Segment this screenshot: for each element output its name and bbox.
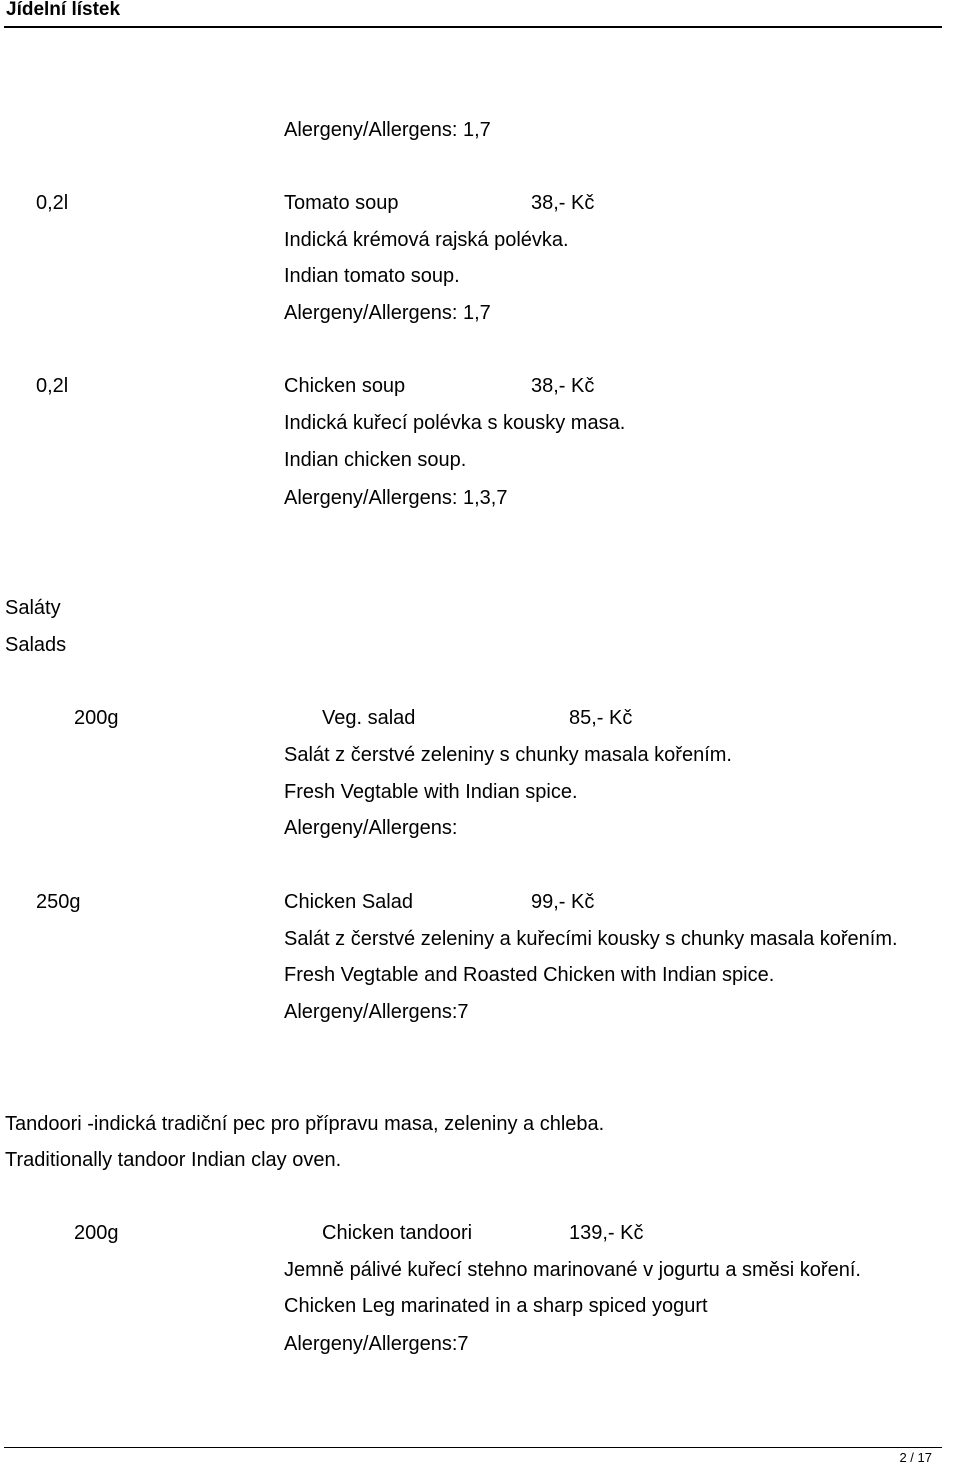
- item-description-en: Indian tomato soup.: [284, 265, 460, 287]
- item-name: Chicken Salad: [284, 891, 413, 913]
- item-description-en: Fresh Vegtable and Roasted Chicken with Indian spice.: [284, 964, 775, 986]
- item-price: 139,- Kč: [569, 1222, 644, 1244]
- item-quantity: 0,2l: [36, 192, 69, 214]
- item-price: 38,- Kč: [531, 192, 595, 214]
- item-description-cz: Salát z čerstvé zeleniny a kuřecími kousky s chunky masala kořením.: [284, 928, 898, 950]
- footer-divider: [4, 1447, 942, 1448]
- item-quantity: 200g: [74, 707, 119, 729]
- item-price: 85,- Kč: [569, 707, 633, 729]
- item-price: 99,- Kč: [531, 891, 595, 913]
- item-allergens: Alergeny/Allergens:7: [284, 1333, 469, 1355]
- item-description-en: Chicken Leg marinated in a sharp spiced yogurt: [284, 1295, 708, 1317]
- item-quantity: 250g: [36, 891, 81, 913]
- section-heading-cz: Tandoori -indická tradiční pec pro přípravu masa, zeleniny a chleba.: [5, 1113, 605, 1135]
- section-heading-cz: Saláty: [5, 597, 61, 619]
- item-description-en: Indian chicken soup.: [284, 449, 467, 471]
- item-name: Chicken soup: [284, 375, 406, 397]
- item-allergens: Alergeny/Allergens: 1,7: [284, 302, 491, 324]
- page-title: Jídelní lístek: [6, 0, 121, 20]
- section-heading-en: Salads: [5, 634, 67, 656]
- item-allergens: Alergeny/Allergens: 1,3,7: [284, 487, 508, 509]
- item-description-cz: Salát z čerstvé zeleniny s chunky masala kořením.: [284, 744, 732, 766]
- item-description-en: Fresh Vegtable with Indian spice.: [284, 781, 578, 803]
- item-description-cz: Indická kuřecí polévka s kousky masa.: [284, 412, 626, 434]
- item-price: 38,- Kč: [531, 375, 595, 397]
- item-name: Veg. salad: [322, 707, 416, 729]
- page-number: 2 / 17: [899, 1450, 932, 1465]
- item-allergens: Alergeny/Allergens:: [284, 817, 458, 839]
- section-heading-en: Traditionally tandoor Indian clay oven.: [5, 1149, 342, 1171]
- item-description-cz: Jemně pálivé kuřecí stehno marinované v jogurtu a směsi koření.: [284, 1259, 861, 1281]
- item-allergens: Alergeny/Allergens:7: [284, 1001, 469, 1023]
- item-quantity: 0,2l: [36, 375, 69, 397]
- header-divider: [4, 26, 942, 28]
- intro-allergens: Alergeny/Allergens: 1,7: [284, 119, 491, 141]
- item-quantity: 200g: [74, 1222, 119, 1244]
- item-description-cz: Indická krémová rajská polévka.: [284, 229, 569, 251]
- item-name: Chicken tandoori: [322, 1222, 473, 1244]
- item-name: Tomato soup: [284, 192, 399, 214]
